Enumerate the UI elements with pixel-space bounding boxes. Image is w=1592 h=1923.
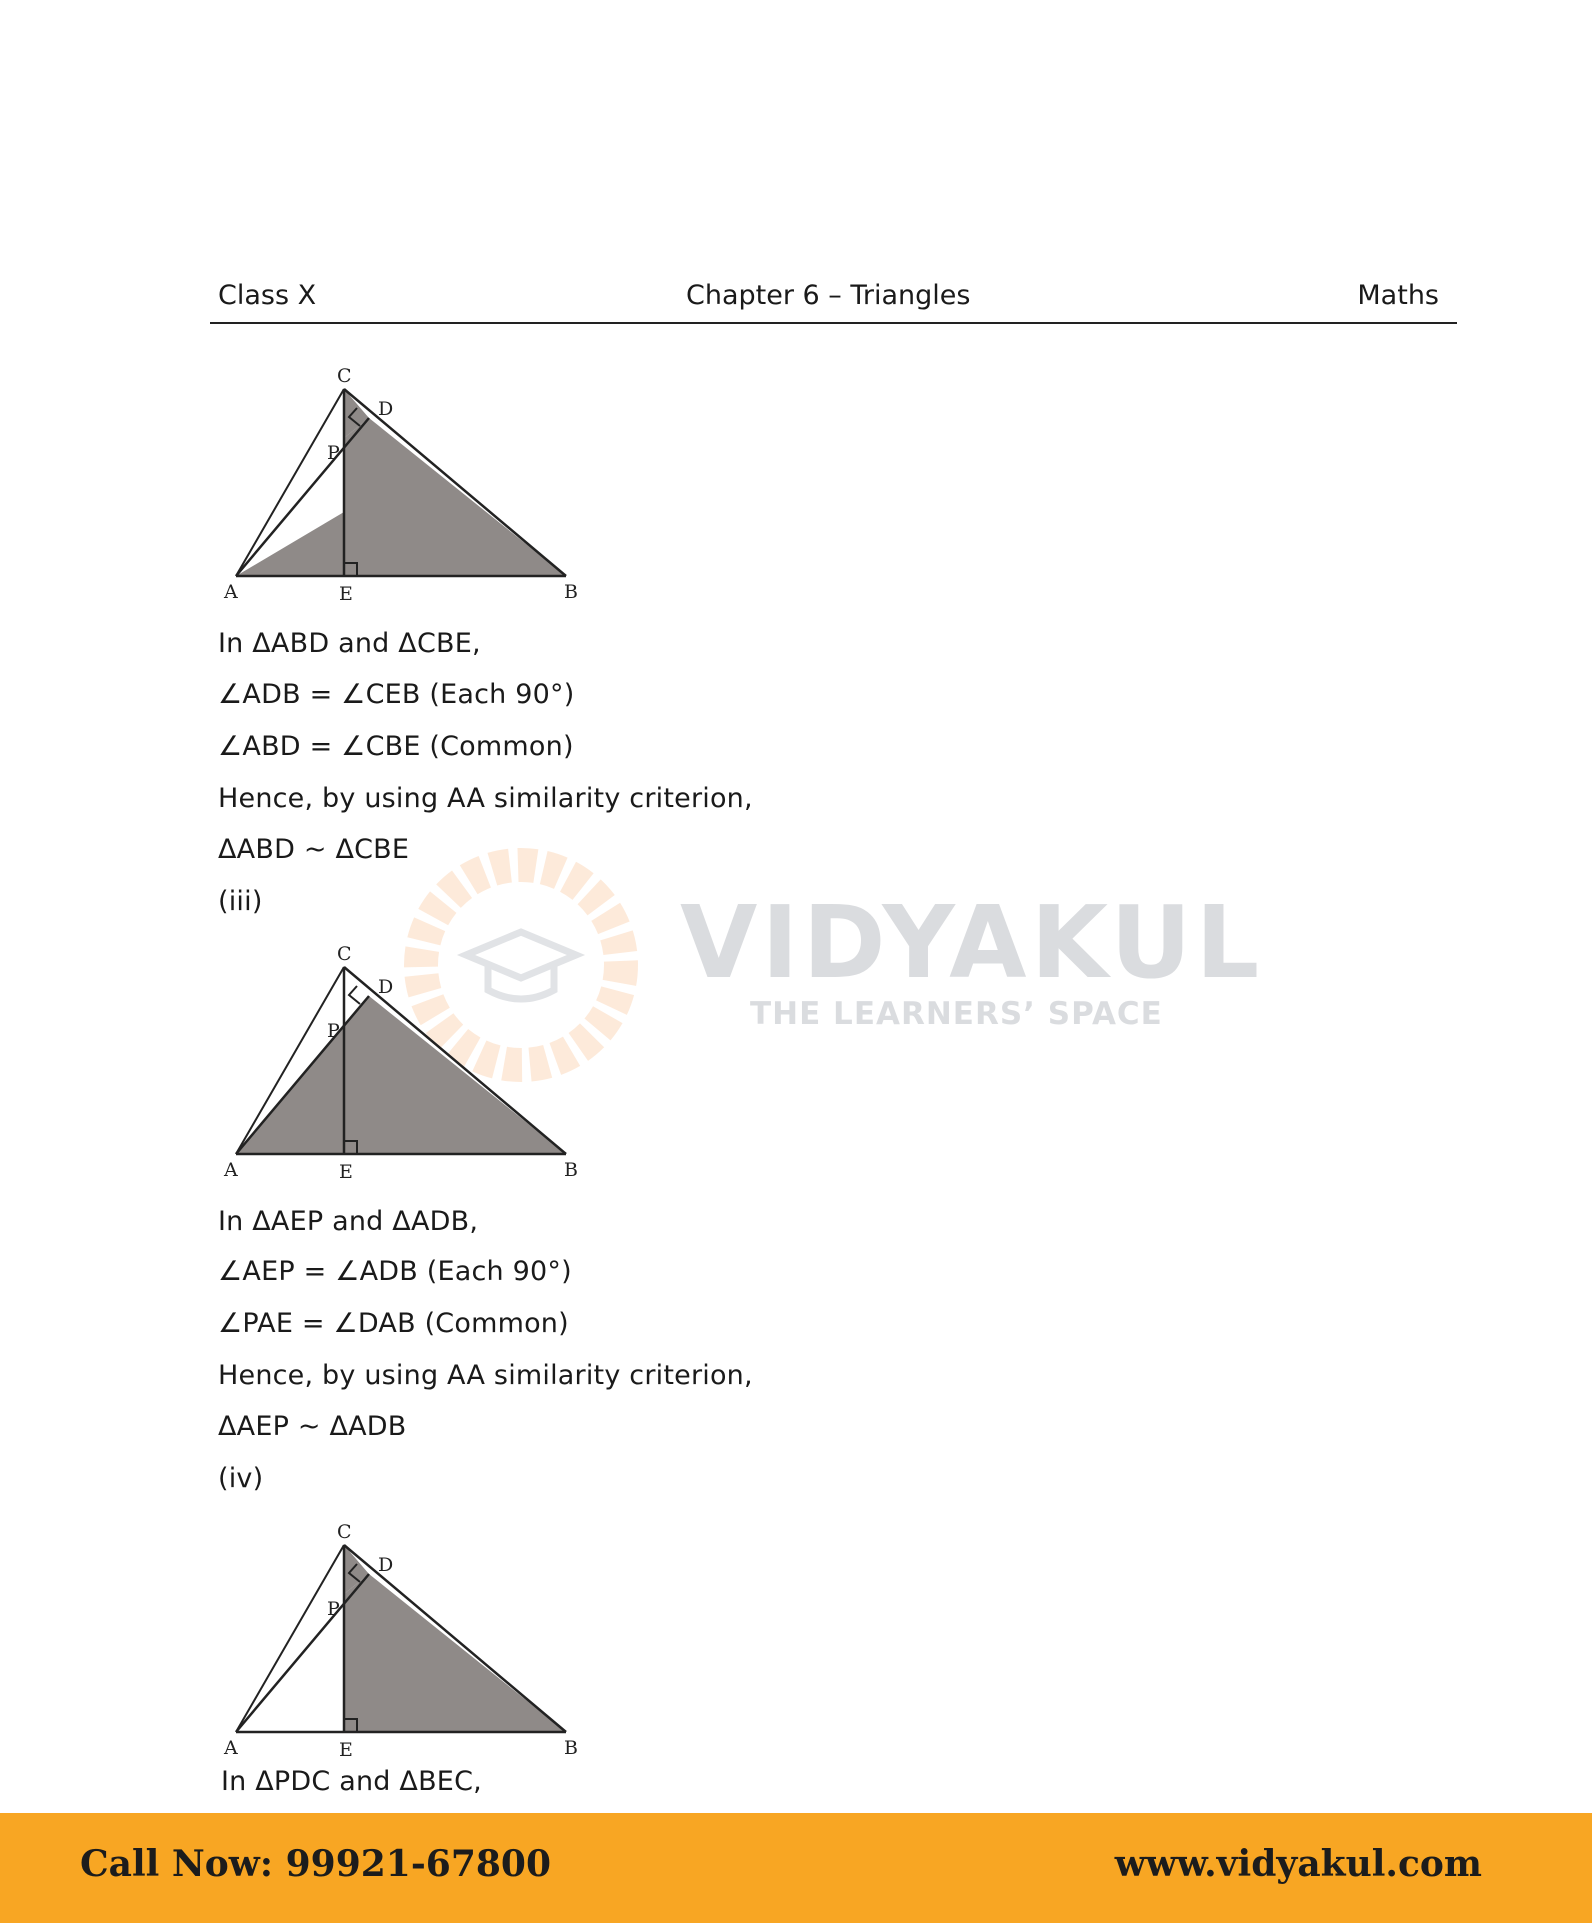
text-line: ΔAEP ~ ΔADB: [218, 1411, 407, 1442]
part-label-iii: (iii): [218, 886, 263, 917]
text-line: In ΔPDC and ΔBEC,: [221, 1766, 482, 1797]
header-chapter: Chapter 6 – Triangles: [686, 280, 971, 311]
text-line: ∠AEP = ∠ADB (Each 90°): [218, 1256, 572, 1287]
triangle-figure-abd-cbe: [212, 362, 602, 604]
part-label-iv: (iv): [218, 1463, 264, 1494]
point-e-label: E: [339, 583, 353, 604]
point-p-label: P: [327, 442, 340, 464]
vertex-d-label: D: [378, 976, 394, 998]
text-line: ∠PAE = ∠DAB (Common): [218, 1308, 569, 1339]
vertex-a-label: A: [224, 1159, 238, 1181]
vertex-b-label: B: [564, 1159, 578, 1181]
text-line: In ΔAEP and ΔADB,: [218, 1206, 479, 1237]
vertex-b-label: B: [564, 1737, 578, 1759]
text-line: Hence, by using AA similarity criterion,: [218, 1360, 753, 1391]
vertex-c-label: C: [337, 365, 352, 387]
point-e-label: E: [339, 1739, 353, 1760]
triangle-figure-pdc-bec: [212, 1518, 602, 1760]
vertex-c-label: C: [337, 943, 352, 965]
vertex-d-label: D: [378, 1554, 394, 1576]
watermark-subtitle: THE LEARNERS’ SPACE: [750, 996, 1163, 1032]
footer-banner: [0, 1813, 1592, 1923]
triangle-figure-aep-adb: [212, 940, 602, 1182]
header-subject: Maths: [1357, 280, 1439, 311]
vertex-c-label: C: [337, 1521, 352, 1543]
text-line: ΔABD ~ ΔCBE: [218, 834, 410, 865]
text-line: Hence, by using AA similarity criterion,: [218, 783, 753, 814]
vertex-b-label: B: [564, 581, 578, 603]
text-line: ∠ABD = ∠CBE (Common): [218, 731, 574, 762]
call-now-text: Call Now: 99921-67800: [80, 1843, 552, 1885]
header-class: Class X: [218, 280, 317, 311]
text-line: ∠ADB = ∠CEB (Each 90°): [218, 679, 575, 710]
page-header: [210, 278, 1457, 324]
website-link[interactable]: www.vidyakul.com: [1114, 1843, 1482, 1885]
vertex-d-label: D: [378, 398, 394, 420]
watermark-title: VIDYAKUL: [680, 884, 1264, 1001]
point-p-label: P: [327, 1020, 340, 1042]
text-line: In ΔABD and ΔCBE,: [218, 628, 481, 659]
point-p-label: P: [327, 1598, 340, 1620]
vertex-a-label: A: [224, 1737, 238, 1759]
vertex-a-label: A: [224, 581, 238, 603]
point-e-label: E: [339, 1161, 353, 1182]
